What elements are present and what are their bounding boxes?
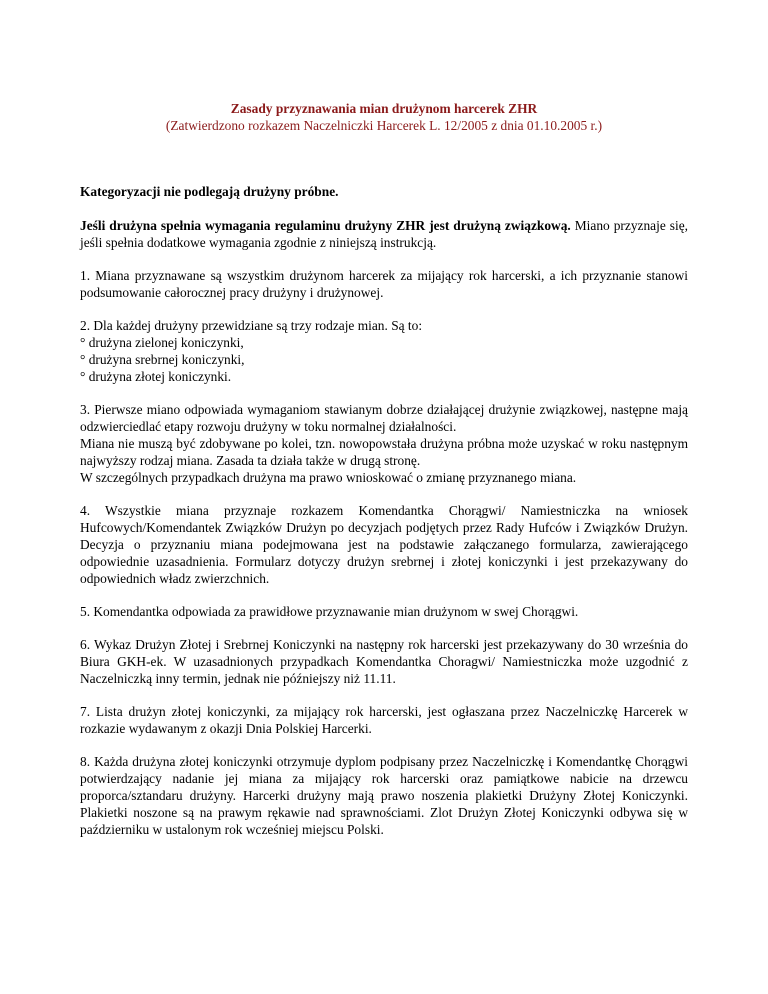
title-block [80,100,688,134]
paragraph-2-intro: 2. Dla każdej drużyny przewidziane są trzy rodzaje mian. Są to: [80,318,423,333]
document-title: Zasady przyznawania mian drużynom harcerek ZHR [230,101,538,116]
paragraph-3-b: Miana nie muszą być zdobywane po kolei, tzn. nowopowstała drużyna próbna może uzyskać w roku następnym najwyższy rodzaj miana. Zasada ta działa także w drugą stronę. [80,436,688,468]
list-item-zlota: ° drużyna złotej koniczynki. [80,369,232,384]
paragraph-2 [80,317,688,385]
list-item-srebrna: ° drużyna srebrnej koniczynki, [80,352,245,367]
paragraph-probne: Kategoryzacji nie podlegają drużyny próbne. [80,184,339,199]
paragraph-8: 8. Każda drużyna złotej koniczynki otrzymuje dyplom podpisany przez Naczelniczkę i Komendantkę Chorągwi potwierdzający nadanie jej miana za mijający rok harcerski oraz pamiątkowe nabicie na drzewcu proporca/sztandaru drużyny. Harcerki drużyny mają prawo noszenia plakietki Drużyny Złotej Koniczynki. Plakietki noszone są na prawym rękawie nad sprawnościami. Zlot Drużyn Złotej Koniczynki odbywa się w październiku w ustalonym rok wcześniej miejscu Polski. [80,754,688,837]
paragraph-1: 1. Miana przyznawane są wszystkim drużynom harcerek za mijający rok harcerski, a ich przyznanie stanowi podsumowanie całorocznej pracy drużyny i drużynowej. [80,268,688,300]
paragraph-7: 7. Lista drużyn złotej koniczynki, za mijający rok harcerski, jest ogłaszana przez Naczelniczkę Harcerek w rozkazie wydawanym z okazji Dnia Polskiej Harcerki. [80,704,688,736]
document-subtitle: (Zatwierdzono rozkazem Naczelniczki Harcerek L. 12/2005 z dnia 01.10.2005 r.) [165,118,603,133]
paragraph-5: 5. Komendantka odpowiada za prawidłowe przyznawanie mian drużynom w swej Chorągwi. [80,604,579,619]
document-body [80,183,688,854]
paragraph-zwiazkowa-bold: Jeśli drużyna spełnia wymagania regulaminu drużyny ZHR jest drużyną związkową. [80,218,571,233]
paragraph-3-c: W szczególnych przypadkach drużyna ma prawo wnioskować o zmianę przyznanego miana. [80,470,577,485]
paragraph-3 [80,401,688,486]
paragraph-3-a: 3. Pierwsze miano odpowiada wymaganiom stawianym dobrze działającej drużynie związkowej, następne mają odzwierciedlać etapy rozwoju drużyny w toku normalnej działalności. [80,402,688,434]
paragraph-6: 6. Wykaz Drużyn Złotej i Srebrnej Koniczynki na następny rok harcerski jest przekazywany do 30 września do Biura GKH-ek. W uzasadnionych przypadkach Komendantka Choragwi/ Namiestniczka może uzgodnić z Naczelniczką inny termin, jednak nie późniejszy niż 11.11. [80,637,688,686]
paragraph-4: 4. Wszystkie miana przyznaje rozkazem Komendantka Chorągwi/ Namiestniczka na wniosek Hufcowych/Komendantek Związków Drużyn po decyzjach podjętych przez Rady Hufców i Związków Drużyn. Decyzja o przyznaniu miana podejmowana jest na podstawie załączanego formularza, zawierającego odpowiednie uzasadnienia. Formularz dotyczy drużyn srebrnej i złotej koniczynki i jest przekazywany do odpowiednich władz zwierzchnich. [80,503,688,586]
paragraph-zwiazkowa-rest: Miano przyznaje się, jeśli spełnia dodatkowe wymagania zgodnie z niniejszą instrukcją. [80,218,689,250]
list-item-zielona: ° drużyna zielonej koniczynki, [80,335,244,350]
paragraph-zwiazkowa [80,217,688,251]
